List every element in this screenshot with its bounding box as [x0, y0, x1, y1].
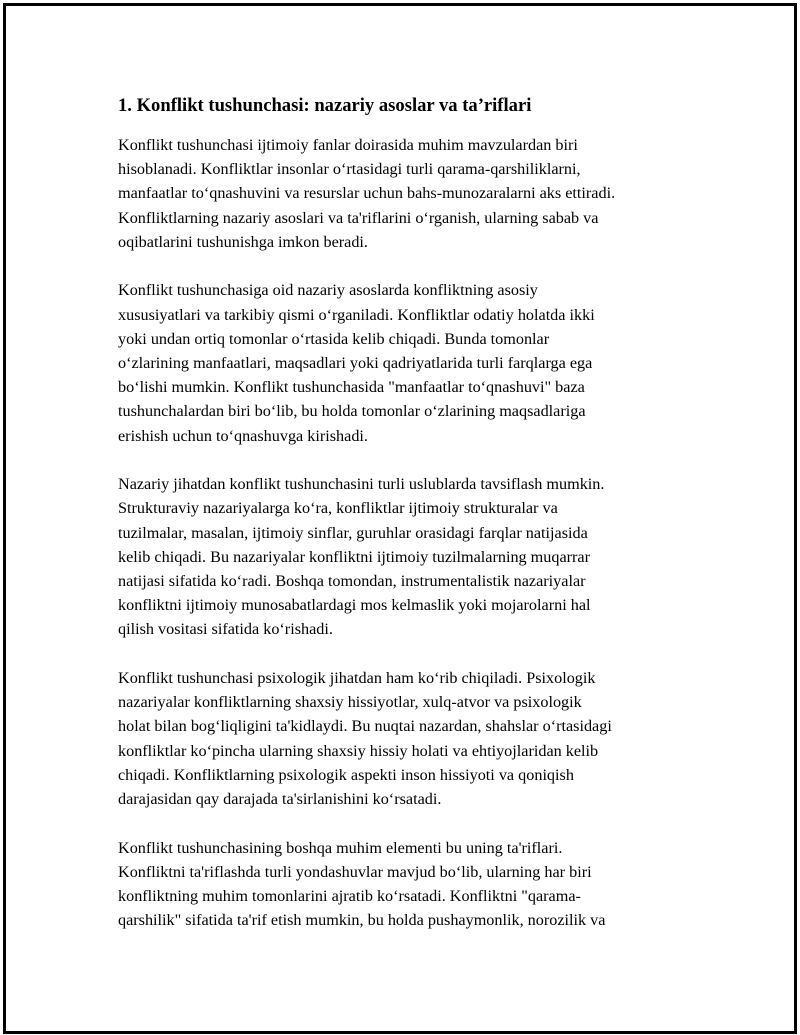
text-line: Konflikt tushunchasiga oid nazariy asoslarda konfliktning asosiy — [118, 281, 538, 300]
text-line: xususiyatlari va tarkibiy qismi oʻrganiladi. Konfliktlar odatiy holatda ikki — [118, 305, 595, 324]
text-line: Nazariy jihatdan konflikt tushunchasini turli uslublarda tavsiflash mumkin. — [118, 475, 605, 494]
text-line: chiqadi. Konfliktlarning psixologik aspekti inson hissiyoti va qoniqish — [118, 765, 574, 784]
text-line: tushunchalardan biri boʻlib, bu holda tomonlar oʻzlarining maqsadlariga — [118, 402, 586, 421]
text-line: holat bilan bogʻliqligini ta'kidlaydi. Bu nuqtai nazardan, shahslar oʻrtasidagi — [118, 717, 612, 736]
text-line: hisoblanadi. Konfliktlar insonlar oʻrtasidagi turli qarama-qarshiliklarni, — [118, 160, 581, 179]
text-line: konfliktni ijtimoiy munosabatlardagi mos kelmaslik yoki mojarolarni hal — [118, 596, 591, 615]
paragraph-2 — [118, 278, 678, 447]
paragraph-3 — [118, 472, 678, 641]
text-line: konfliktning muhim tomonlarini ajratib koʻrsatadi. Konfliktni "qarama- — [118, 887, 581, 906]
text-line: tuzilmalar, masalan, ijtimoiy sinflar, guruhlar orasidagi farqlar natijasida — [118, 523, 588, 542]
text-line: oqibatlarini tushunishga imkon beradi. — [118, 232, 368, 251]
text-line: qarshilik" sifatida ta'rif etish mumkin, bu holda pushaymonlik, norozilik va — [118, 911, 606, 930]
text-line: Konfliktlarning nazariy asoslari va ta'riflarini oʻrganish, ularning sabab va — [118, 208, 599, 227]
text-line: Strukturaviy nazariyalarga koʻra, konfliktlar ijtimoiy strukturalar va — [118, 499, 558, 518]
paragraph-1 — [118, 133, 678, 254]
text-line: yoki undan ortiq tomonlar oʻrtasida kelib chiqadi. Bunda tomonlar — [118, 329, 550, 348]
text-line: Konflikt tushunchasining boshqa muhim elementi bu uning ta'riflari. — [118, 838, 563, 857]
text-line: konfliktlar koʻpincha ularning shaxsiy hissiy holati va ehtiyojlaridan kelib — [118, 741, 599, 760]
text-line: boʻlishi mumkin. Konflikt tushunchasida "manfaatlar toʻqnashuvi" baza — [118, 378, 585, 397]
paragraph-5 — [118, 836, 678, 933]
text-line: Konfliktni ta'riflashda turli yondashuvlar mavjud boʻlib, ularning har biri — [118, 862, 592, 881]
text-line: nazariyalar konfliktlarning shaxsiy hissiyotlar, xulq-atvor va psixologik — [118, 693, 582, 712]
text-line: qilish vositasi sifatida koʻrishadi. — [118, 620, 333, 639]
text-line: Konflikt tushunchasi psixologik jihatdan ham koʻrib chiqiladi. Psixologik — [118, 669, 596, 688]
document-body — [118, 93, 678, 957]
paragraph-4 — [118, 666, 678, 811]
text-line: Konflikt tushunchasi ijtimoiy fanlar doirasida muhim mavzulardan biri — [118, 136, 578, 154]
text-line: kelib chiqadi. Bu nazariyalar konfliktni ijtimoiy tuzilmalarning muqarrar — [118, 547, 590, 566]
text-line: erishish uchun toʻqnashuvga kirishadi. — [118, 426, 368, 445]
text-line: darajasidan qay darajada ta'sirlanishini koʻrsatadi. — [118, 790, 442, 809]
text-line: natijasi sifatida koʻradi. Boshqa tomondan, instrumentalistik nazariyalar — [118, 572, 586, 591]
text-line: oʻzlarining manfaatlari, maqsadlari yoki qadriyatlarida turli farqlarga ega — [118, 354, 593, 373]
section-heading: 1. Konflikt tushunchasi: nazariy asoslar va ta’riflari — [118, 95, 532, 116]
text-line: manfaatlar toʻqnashuvini va resurslar uchun bahs-munozaralarni aks ettiradi. — [118, 184, 616, 203]
